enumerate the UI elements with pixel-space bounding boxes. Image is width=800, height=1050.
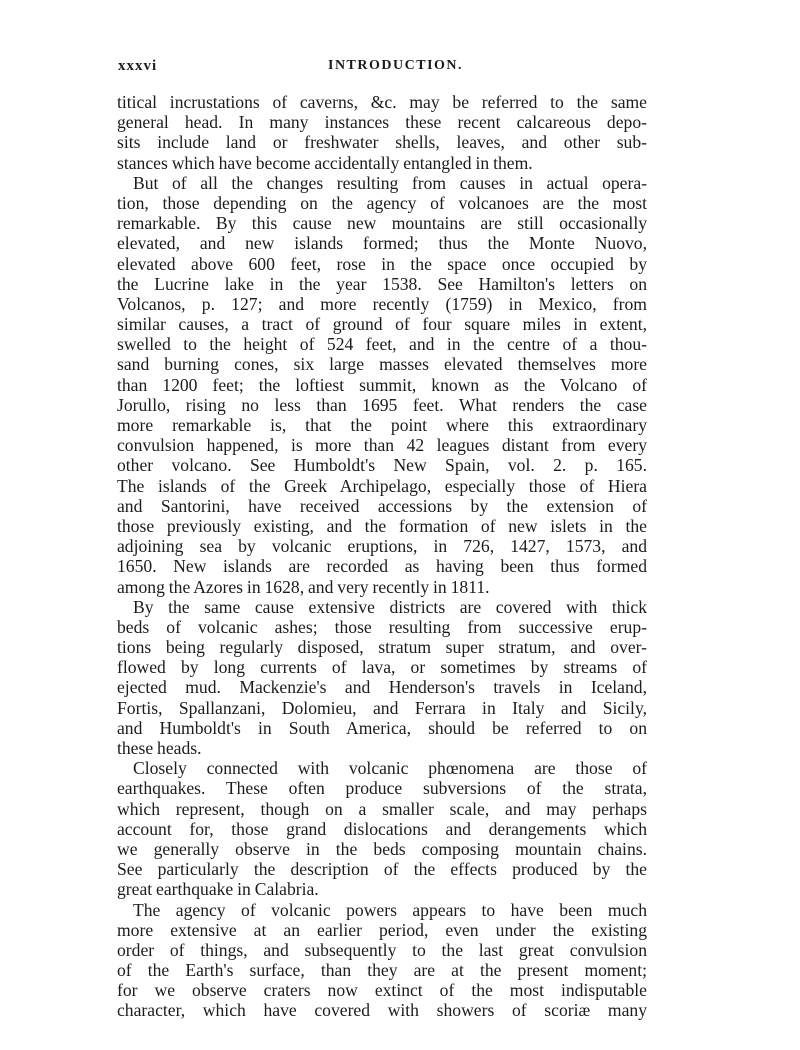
text-line: Volcanos, p. 127; and more recently (1759) in Mexico, from	[117, 293, 647, 314]
text-line: The agency of volcanic powers appears to have been much	[133, 899, 647, 920]
text-line: and Santorini, have received accessions by the extension of	[117, 495, 647, 516]
text-line: general head. In many instances these recent calcareous depo-	[117, 112, 647, 133]
text-line: elevated above 600 feet, rose in the space once occupied by	[117, 253, 647, 274]
text-line: great earthquake in Calabria.	[117, 879, 319, 900]
text-line: flowed by long currents of lava, or sometimes by streams of	[117, 657, 647, 678]
text-line: character, which have covered with showers of scoriæ many	[117, 1000, 647, 1021]
text-line: By the same cause extensive districts are covered with thick	[133, 596, 647, 617]
page-number: xxxvi	[118, 58, 158, 74]
text-line: other volcano. See Humboldt's New Spain, vol. 2. p. 165.	[117, 455, 647, 476]
body-text	[117, 92, 647, 1021]
text-line: which represent, though on a smaller scale, and may perhaps	[117, 798, 647, 819]
text-line: similar causes, a tract of ground of four square miles in extent,	[117, 314, 647, 335]
text-line: elevated, and new islands formed; thus the Monte Nuovo,	[117, 233, 647, 254]
text-line: beds of volcanic ashes; those resulting from successive erup-	[117, 616, 647, 637]
text-line: swelled to the height of 524 feet, and in the centre of a thou-	[117, 334, 647, 355]
text-line: among the Azores in 1628, and very recently in 1811.	[117, 576, 490, 597]
text-line: adjoining sea by volcanic eruptions, in 726, 1427, 1573, and	[117, 536, 647, 557]
text-line: remarkable. By this cause new mountains are still occasionally	[117, 213, 647, 234]
text-line: tion, those depending on the agency of volcanoes are the most	[117, 192, 647, 213]
text-line: Fortis, Spallanzani, Dolomieu, and Ferrara in Italy and Sicily,	[117, 697, 647, 718]
text-line: for we observe craters now extinct of the most indisputable	[117, 980, 647, 1001]
text-line: and Humboldt's in South America, should be referred to on	[117, 717, 647, 738]
text-line: But of all the changes resulting from causes in actual opera-	[133, 172, 647, 193]
running-head: INTRODUCTION.	[328, 58, 464, 73]
text-line: See particularly the description of the effects produced by the	[117, 859, 647, 880]
text-line: more remarkable is, that the point where this extraordinary	[117, 415, 647, 435]
text-line: Closely connected with volcanic phœnomena are those of	[133, 758, 647, 779]
text-line: ejected mud. Mackenzie's and Henderson's travels in Iceland,	[117, 677, 647, 698]
text-line: the Lucrine lake in the year 1538. See Hamilton's letters on	[117, 273, 647, 294]
page-header	[118, 58, 648, 80]
text-line: of the Earth's surface, than they are at the present moment;	[117, 960, 647, 981]
text-line: tions being regularly disposed, stratum super stratum, and over-	[117, 637, 647, 658]
text-line: earthquakes. These often produce subversions of the strata,	[117, 778, 647, 799]
text-line: we generally observe in the beds composing mountain chains.	[117, 838, 647, 859]
text-line: The islands of the Greek Archipelago, especially those of Hiera	[117, 475, 647, 496]
text-line: than 1200 feet; the loftiest summit, known as the Volcano of	[117, 374, 647, 395]
text-line: titical incrustations of caverns, &c. may be referred to the same	[117, 92, 647, 112]
text-line: sits include land or freshwater shells, leaves, and other sub-	[117, 132, 647, 153]
text-line: 1650. New islands are recorded as having been thus formed	[117, 556, 647, 577]
text-line: these heads.	[117, 738, 202, 758]
text-line: more extensive at an earlier period, even under the existing	[117, 919, 647, 940]
text-line: account for, those grand dislocations and derangements which	[117, 818, 647, 839]
text-line: Jorullo, rising no less than 1695 feet. What renders the case	[117, 394, 647, 415]
text-line: order of things, and subsequently to the last great convulsion	[117, 939, 647, 960]
text-line: those previously existing, and the formation of new islets in the	[117, 515, 647, 536]
text-line: stances which have become accidentally entangled in them.	[117, 152, 533, 173]
text-line: convulsion happened, is more than 42 leagues distant from every	[117, 435, 647, 456]
text-line: sand burning cones, six large masses elevated themselves more	[117, 354, 647, 375]
